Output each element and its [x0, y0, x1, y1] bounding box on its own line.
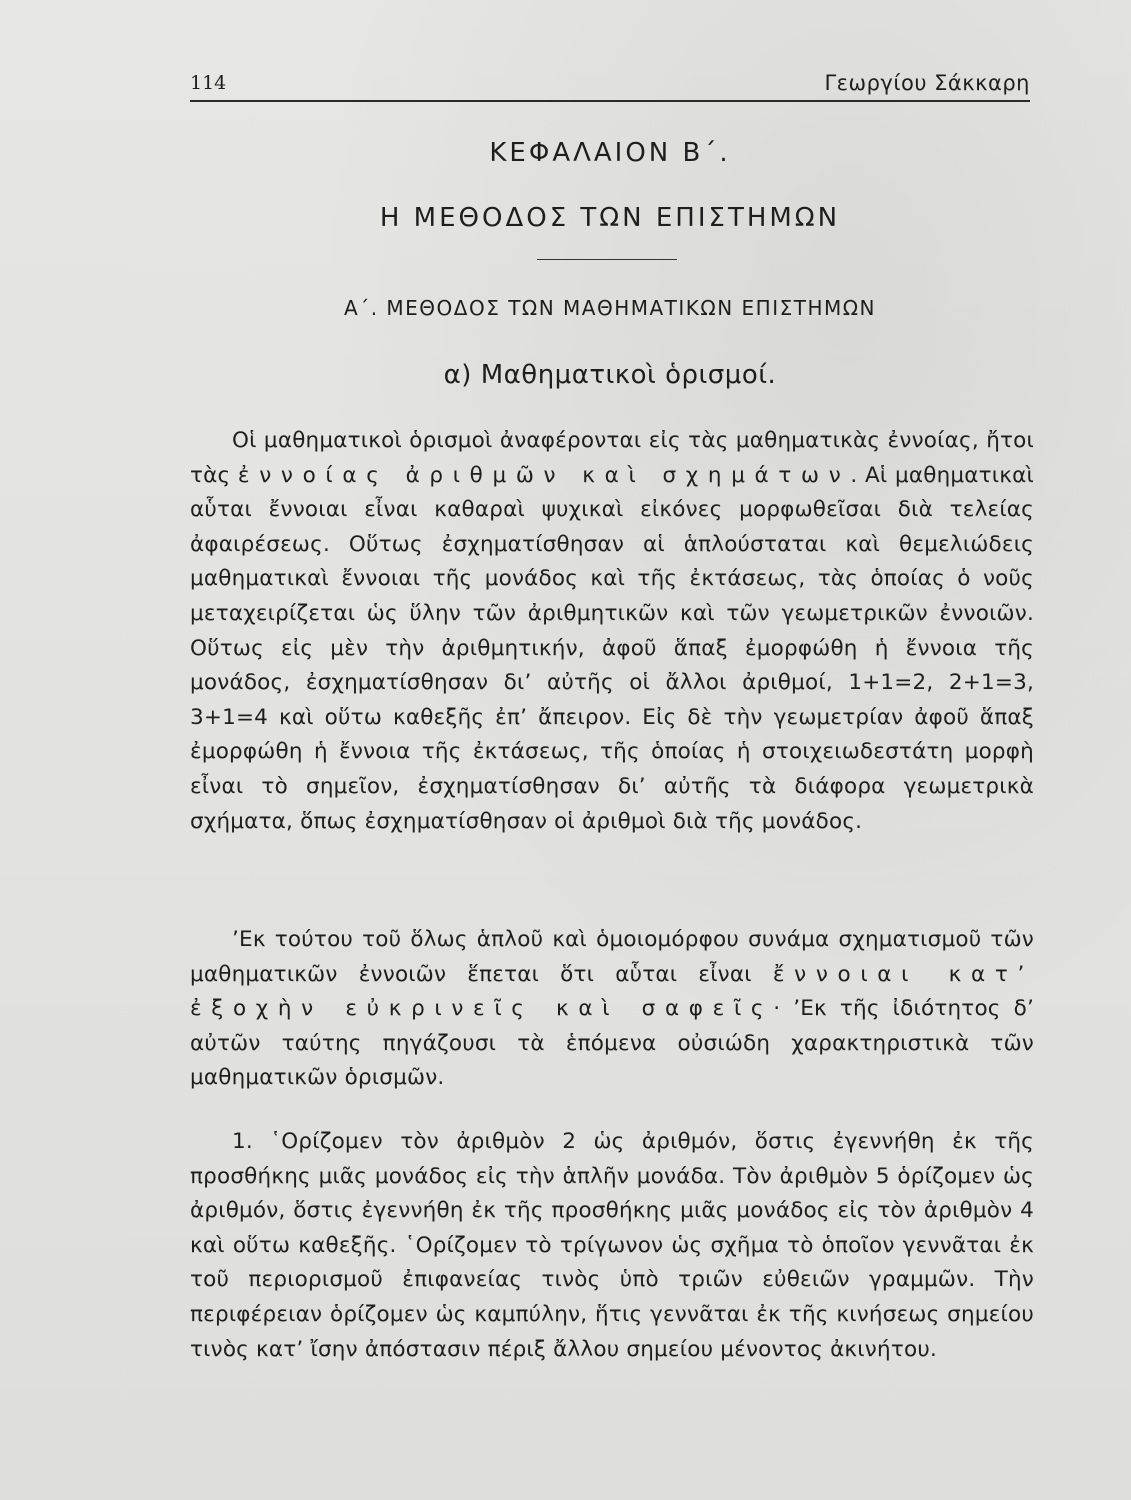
chapter-title: Η ΜΕΘΟΔΟΣ ΤΩΝ ΕΠΙΣΤΗΜΩΝ: [379, 203, 841, 233]
paragraph-2: [190, 923, 1034, 1096]
paragraph-1: [190, 424, 1034, 839]
paragraph-2-text-b: · ’Εκ τῆς ἰδιότητος δ’ αὐτῶν ταύτης πηγάζουσι τὰ ἑπόμενα οὐσιώδη χαρακτηριστικὰ τῶν μαθηματικῶν ὁρισμῶν.: [190, 996, 1034, 1091]
paragraph-1-text-b: . Αἱ μαθηματικαὶ αὗται ἔννοιαι εἶναι καθαραὶ ψυχικαὶ εἰκόνες μορφωθεῖσαι διὰ τελείας ἀφαιρέσεως. Οὕτως ἐσχηματίσθησαν αἱ ἁπλούσταται καὶ θεμελιώδεις μαθηματικαὶ ἔννοιαι τῆς μονάδος καὶ τῆς ἐκτάσεως, τὰς ὁποίας ὁ νοῦς μεταχειρίζεται ὡς ὕλην τῶν ἀριθμητικῶν καὶ τῶν γεωμετρικῶν ἐννοιῶν. Οὕτως εἰς μὲν τὴν ἀριθμητικήν, ἀφοῦ ἅπαξ ἐμορφώθη ἡ ἔννοια τῆς μονάδος, ἐσχηματίσθησαν δι’ αὐτῆς οἱ ἄλλοι ἀριθμοί, 1+1=2, 2+1=3, 3+1=4 καὶ οὕτω καθεξῆς ἐπ’ ἄπειρον. Εἰς δὲ τὴν γεωμετρίαν ἀφοῦ ἅπαξ ἐμορφώθη ἡ ἔννοια τῆς ἐκτάσεως, τῆς ὁποίας ἡ στοιχειωδεστάτη μορφὴ εἶναι τὸ σημεῖον, ἐσχηματίσθησαν δι’ αὐτῆς τὰ διάφορα γεωμετρικὰ σχήματα, ὅπως ἐσχηματίσθησαν οἱ ἀριθμοὶ διὰ τῆς μονάδος.: [190, 462, 1034, 834]
paragraph-3: [190, 1125, 1034, 1367]
paragraph-3-text: 1. ῾Ορίζομεν τὸν ἀριθμὸν 2 ὡς ἀριθμόν, ὅστις ἐγεννήθη ἐκ τῆς προσθήκης μιᾶς μονάδος εἰς τὴν ἁπλῆν μονάδα. Τὸν ἀριθμὸν 5 ὁρίζομεν ὡς ἀριθμόν, ὅστις ἐγεννήθη ἐκ τῆς προσθήκης μιᾶς μονάδος εἰς τὸν ἀριθμὸν 4 καὶ οὕτω καθεξῆς. ῾Ορίζομεν τὸ τρίγωνον ὡς σχῆμα τὸ ὁποῖον γεννᾶται ἐκ τοῦ περιορισμοῦ ἐπιφανείας τινὸς ὑπὸ τριῶν εὐθειῶν γραμμῶν. Τὴν περιφέρειαν ὁρίζομεν ὡς καμπύλην, ἥτις γεννᾶται ἐκ τῆς κινήσεως σημείου τινὸς κατ’ ἴσην ἀπόστασιν πέριξ ἄλλου σημείου μένοντος ἀκινήτου.: [190, 1129, 1034, 1362]
paragraph-1-text-a: Οἱ μαθηματικοὶ ὁρισμοὶ ἀναφέρονται εἰς τὰς μαθηματικὰς ἐννοίας, ἤτοι τὰς: [190, 428, 1034, 488]
paragraph-1-spaced-emphasis: ἐννοίας ἀριθμῶν καὶ σχημάτων: [237, 462, 851, 488]
header-rule: [190, 100, 1030, 102]
subsection-title: α) Μαθηματικοὶ ὁρισμοί.: [443, 360, 777, 390]
running-head: [190, 68, 1030, 98]
section-title: Α΄. ΜΕΘΟΔΟΣ ΤΩΝ ΜΑΘΗΜΑΤΙΚΩΝ ΕΠΙΣΤΗΜΩΝ: [344, 296, 876, 320]
paragraph-2-text-a: ’Εκ τούτου τοῦ ὅλως ἁπλοῦ καὶ ὁμοιομόρφου συνάμα σχηματισμοῦ τῶν μαθηματικῶν ἐννοιῶν ἕπεται ὅτι αὗται εἶναι: [190, 927, 1034, 987]
chapter-label: ΚΕΦΑΛΑΙΟΝ Β΄.: [489, 138, 731, 168]
paragraph-2-spaced-emphasis: ἔννοιαι κατ’ ἐξοχὴν εὐκρινεῖς καὶ σαφεῖς: [190, 961, 1034, 1022]
chapter-divider: [537, 259, 677, 260]
page-number: 114: [190, 72, 227, 94]
running-head-author: Γεωργίου Σάκκαρη: [824, 71, 1030, 95]
